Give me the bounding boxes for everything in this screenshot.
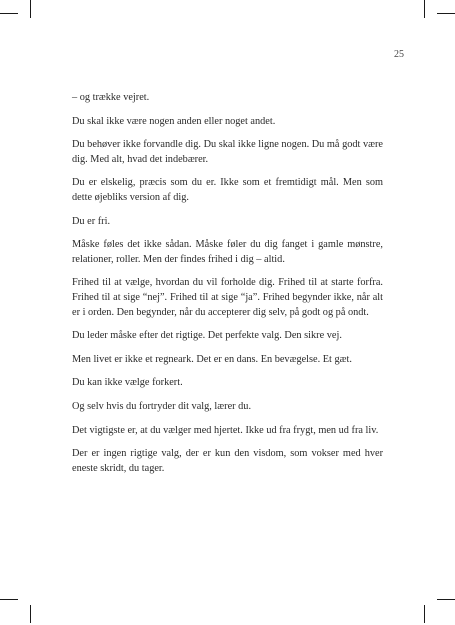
page-number: 25: [394, 49, 404, 60]
paragraph: – og trække vejret.: [72, 92, 150, 103]
paragraph: Men livet er ikke et regneark. Det er en dans. En bevægelse. Et gæt.: [72, 353, 352, 365]
paragraph: Det vigtigste er, at du vælger med hjertet. Ikke ud fra frygt, men ud fra liv.: [72, 424, 379, 436]
paragraph: Du behøver ikke forvandle dig. Du skal ikke ligne nogen. Du må godt være dig. Med alt, hvad det indebærer.: [72, 139, 383, 165]
paragraph: Du er fri.: [72, 215, 111, 227]
paragraph: Du leder måske efter det rigtige. Det perfekte valg. Den sikre vej.: [72, 330, 342, 342]
paragraph: Frihed til at vælge, hvordan du vil forholde dig. Frihed til at starte forfra. Frihed til at sige “nej”. Frihed til at sige “ja”. Frihed begynder ikke, når alt er i orden. Den begynder, når du accepterer dig selv, på godt og på ondt.: [72, 277, 383, 318]
paragraph: Du er elskelig, præcis som du er. Ikke som et fremtidigt mål. Men som dette øjebliks version af dig.: [72, 177, 383, 203]
paragraph: Du skal ikke være nogen anden eller noget andet.: [72, 115, 276, 127]
paragraph: Du kan ikke vælge forkert.: [72, 377, 183, 389]
paragraph: Og selv hvis du fortryder dit valg, lærer du.: [72, 400, 252, 412]
paragraph: Der er ingen rigtige valg, der er kun den visdom, som vokser med hver eneste skridt, du tager.: [72, 448, 383, 474]
body-text: [72, 91, 383, 485]
paragraph: Måske føles det ikke sådan. Måske føler du dig fanget i gamle mønstre, relationer, roller. Men der findes frihed i dig – altid.: [72, 239, 383, 265]
